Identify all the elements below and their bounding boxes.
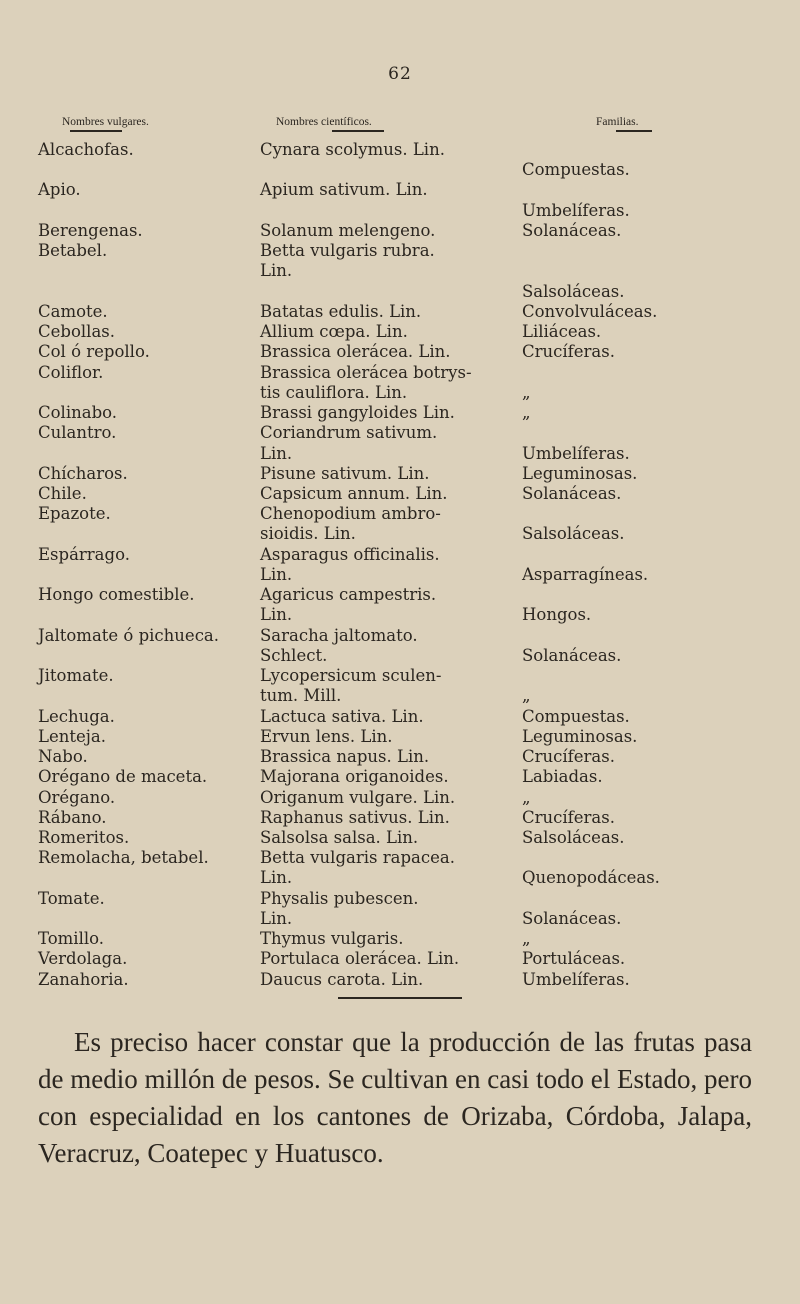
- nombre-cientifico: Betta vulgaris rapacea.: [260, 848, 455, 868]
- plant-table: [0, 140, 800, 990]
- nombre-vulgar: Apio.: [38, 180, 81, 200]
- nombre-vulgar: Cebollas.: [38, 322, 115, 342]
- nombre-cientifico: Brassica olerácea. Lin.: [260, 342, 451, 362]
- familia: Salsoláceas.: [522, 524, 625, 544]
- nombre-vulgar: Lechuga.: [38, 706, 115, 726]
- nombre-cientifico: Lin.: [260, 605, 293, 625]
- nombre-vulgar: Alcachofas.: [38, 140, 134, 159]
- nombre-cientifico: Ervun lens. Lin.: [260, 726, 393, 746]
- table-row: [0, 868, 800, 888]
- header-nombres-cientificos: [276, 116, 384, 132]
- familia: Umbelíferas.: [522, 969, 630, 989]
- table-row: [0, 545, 800, 565]
- table-row: [0, 565, 800, 585]
- table-row: [0, 767, 800, 787]
- nombre-cientifico: Apium sativum. Lin.: [260, 180, 428, 200]
- nombre-cientifico: Lycopersicum sculen-: [260, 666, 442, 686]
- familia: Salsoláceas.: [522, 827, 625, 847]
- familia: Leguminosas.: [522, 463, 638, 483]
- table-row: [0, 180, 800, 200]
- nombre-vulgar: Nabo.: [38, 747, 88, 767]
- nombre-cientifico: Brassi gangyloides Lin.: [260, 403, 455, 423]
- nombre-vulgar: Chile.: [38, 483, 87, 503]
- table-row: [0, 929, 800, 949]
- nombre-vulgar: Colinabo.: [38, 403, 118, 423]
- table-row: [0, 282, 800, 302]
- table-row: [0, 524, 800, 544]
- table-row: [0, 909, 800, 929]
- header-rule: [616, 130, 652, 132]
- table-row: [0, 828, 800, 848]
- table-row: [0, 970, 800, 990]
- table-row: [0, 201, 800, 221]
- table-row: [0, 261, 800, 281]
- header-nombres-vulgares: [62, 116, 149, 132]
- table-row: [0, 444, 800, 464]
- table-row: [0, 140, 800, 160]
- table-row: [0, 666, 800, 686]
- familia: Compuestas.: [522, 706, 630, 726]
- nombre-cientifico: Daucus carota. Lin.: [260, 969, 424, 989]
- table-row: [0, 626, 800, 646]
- nombre-cientifico: Physalis pubescen.: [260, 888, 419, 908]
- familia: Quenopodáceas.: [522, 868, 660, 888]
- nombre-vulgar: Espárrago.: [38, 544, 130, 564]
- nombre-cientifico: Origanum vulgare. Lin.: [260, 787, 456, 807]
- nombre-vulgar: Rábano.: [38, 807, 107, 827]
- familia: Portuláceas.: [522, 949, 626, 969]
- header-nombres-vulgares-label: Nombres vulgares.: [62, 116, 149, 128]
- nombre-vulgar: Epazote.: [38, 504, 111, 524]
- nombre-vulgar: Chícharos.: [38, 463, 128, 483]
- table-row: [0, 788, 800, 808]
- nombre-cientifico: tis cauliflora. Lin.: [260, 382, 408, 402]
- nombre-cientifico: Lin.: [260, 261, 293, 281]
- table-row: [0, 605, 800, 625]
- table-row: [0, 423, 800, 443]
- familia: Umbelíferas.: [522, 200, 630, 220]
- table-row: [0, 585, 800, 605]
- nombre-cientifico: Salsolsa salsa. Lin.: [260, 827, 419, 847]
- nombre-cientifico: Lactuca sativa. Lin.: [260, 706, 424, 726]
- nombre-vulgar: Tomillo.: [38, 929, 105, 949]
- page-number: 62: [388, 64, 412, 84]
- header-familias: [596, 116, 652, 132]
- body-paragraph: Es preciso hacer constar que la producción de las frutas pasa de medio millón de pesos. Se cultivan en casi todo el Estado, pero con especialidad en los cantones de Orizaba, Córdoba, Jalapa, Veracruz, Coatepec y Huatusco.: [38, 1027, 752, 1168]
- nombre-cientifico: Portulaca olerácea. Lin.: [260, 949, 460, 969]
- nombre-cientifico: Allium cœpa. Lin.: [260, 322, 408, 342]
- familia: „: [522, 929, 531, 949]
- table-row: [0, 342, 800, 362]
- nombre-cientifico: Majorana origanoides.: [260, 767, 449, 787]
- table-row: [0, 241, 800, 261]
- table-row: [0, 504, 800, 524]
- nombre-cientifico: Schlect.: [260, 645, 328, 665]
- table-row: [0, 889, 800, 909]
- familia: Crucíferas.: [522, 342, 615, 362]
- table-row: [0, 484, 800, 504]
- nombre-cientifico: Capsicum annum. Lin.: [260, 483, 448, 503]
- nombre-vulgar: Orégano.: [38, 787, 116, 807]
- table-row: [0, 403, 800, 423]
- table-row: [0, 322, 800, 342]
- nombre-cientifico: Agaricus campestris.: [260, 585, 437, 605]
- nombre-vulgar: Culantro.: [38, 423, 117, 443]
- table-row: [0, 221, 800, 241]
- table-row: [0, 363, 800, 383]
- nombre-vulgar: Betabel.: [38, 241, 108, 261]
- nombre-vulgar: Verdolaga.: [38, 949, 128, 969]
- table-row: [0, 747, 800, 767]
- table-row: [0, 686, 800, 706]
- header-rule: [70, 130, 122, 132]
- familia: Labiadas.: [522, 767, 603, 787]
- nombre-cientifico: Brassica olerácea botrys-: [260, 362, 472, 382]
- nombre-cientifico: Pisune sativum. Lin.: [260, 463, 430, 483]
- familia: Compuestas.: [522, 160, 630, 180]
- nombre-cientifico: Raphanus sativus. Lin.: [260, 807, 450, 827]
- familia: Convolvuláceas.: [522, 301, 658, 321]
- nombre-vulgar: Remolacha, betabel.: [38, 848, 209, 868]
- nombre-cientifico: Thymus vulgaris.: [260, 929, 404, 949]
- familia: „: [522, 403, 531, 423]
- nombre-cientifico: Brassica napus. Lin.: [260, 747, 430, 767]
- header-familias-label: Familias.: [596, 116, 639, 128]
- nombre-cientifico: Lin.: [260, 443, 293, 463]
- nombre-vulgar: Jaltomate ó pichueca.: [38, 625, 220, 645]
- nombre-cientifico: Solanum melengeno.: [260, 220, 436, 240]
- nombre-cientifico: Asparagus officinalis.: [260, 544, 440, 564]
- familia: Asparragíneas.: [522, 564, 649, 584]
- nombre-cientifico: Lin.: [260, 908, 293, 928]
- familia: Crucíferas.: [522, 807, 615, 827]
- nombre-vulgar: Berengenas.: [38, 220, 143, 240]
- table-row: [0, 707, 800, 727]
- nombre-vulgar: Zanahoria.: [38, 969, 129, 989]
- nombre-cientifico: Batatas edulis. Lin.: [260, 301, 422, 321]
- nombre-vulgar: Coliflor.: [38, 362, 104, 382]
- table-row: [0, 848, 800, 868]
- nombre-vulgar: Jitomate.: [38, 666, 114, 686]
- familia: Leguminosas.: [522, 726, 638, 746]
- nombre-cientifico: tum. Mill.: [260, 686, 342, 706]
- nombre-vulgar: Lenteja.: [38, 726, 106, 746]
- nombre-vulgar: Orégano de maceta.: [38, 767, 208, 787]
- nombre-vulgar: Hongo comestible.: [38, 585, 195, 605]
- header-nombres-cientificos-label: Nombres científicos.: [276, 116, 372, 128]
- table-row: [0, 383, 800, 403]
- nombre-cientifico: Lin.: [260, 564, 293, 584]
- nombre-vulgar: Tomate.: [38, 888, 105, 908]
- nombre-vulgar: Col ó repollo.: [38, 342, 150, 362]
- table-row: [0, 949, 800, 969]
- familia: Solanáceas.: [522, 220, 622, 240]
- table-row: [0, 160, 800, 180]
- table-row: [0, 302, 800, 322]
- familia: Solanáceas.: [522, 908, 622, 928]
- nombre-cientifico: Cynara scolymus. Lin.: [260, 140, 445, 159]
- nombre-cientifico: Saracha jaltomato.: [260, 625, 418, 645]
- nombre-cientifico: Chenopodium ambro-: [260, 504, 441, 524]
- nombre-vulgar: Camote.: [38, 301, 108, 321]
- table-row: [0, 464, 800, 484]
- table-row: [0, 727, 800, 747]
- familia: Solanáceas.: [522, 483, 622, 503]
- table-row: [0, 808, 800, 828]
- familia: Hongos.: [522, 605, 592, 625]
- nombre-cientifico: Coriandrum sativum.: [260, 423, 438, 443]
- table-end-rule: [338, 997, 462, 999]
- table-row: [0, 646, 800, 666]
- nombre-cientifico: sioidis. Lin.: [260, 524, 356, 544]
- nombre-vulgar: Romeritos.: [38, 827, 130, 847]
- familia: „: [522, 787, 531, 807]
- header-rule: [332, 130, 384, 132]
- familia: „: [522, 686, 531, 706]
- nombre-cientifico: Betta vulgaris rubra.: [260, 241, 435, 261]
- familia: Solanáceas.: [522, 645, 622, 665]
- familia: Umbelíferas.: [522, 443, 630, 463]
- nombre-cientifico: Lin.: [260, 868, 293, 888]
- familia: „: [522, 382, 531, 402]
- familia: Crucíferas.: [522, 747, 615, 767]
- familia: Liliáceas.: [522, 322, 602, 342]
- familia: Salsoláceas.: [522, 281, 625, 301]
